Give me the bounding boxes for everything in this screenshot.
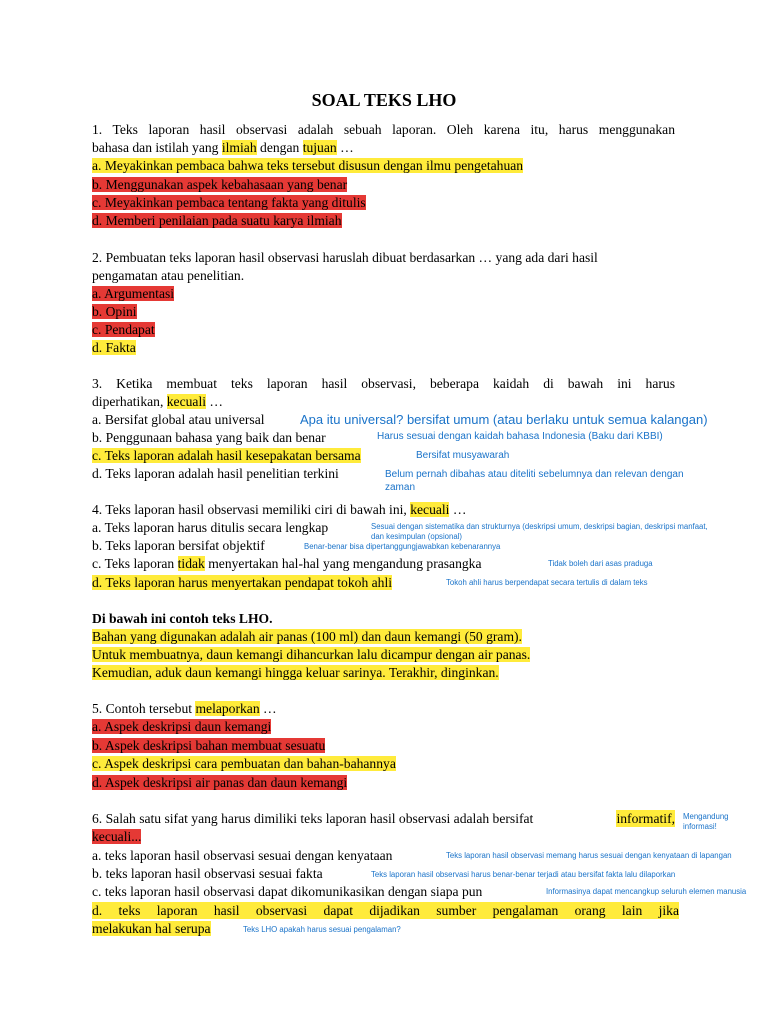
q2-option-a: a. Argumentasi bbox=[92, 286, 175, 301]
q1-option-b: b. Menggunakan aspek kebahasaan yang benar bbox=[92, 177, 348, 192]
q3-note-d-line1: Belum pernah dibahas atau diteliti sebelumnya dan relevan dengan bbox=[385, 469, 684, 480]
q1-ellipsis: … bbox=[340, 140, 354, 155]
page-title: SOAL TEKS LHO bbox=[311, 90, 457, 110]
q3-option-d: d. Teks laporan adalah hasil penelitian terkini bbox=[92, 466, 339, 481]
q4-stem-text: 4. Teks laporan hasil observasi memiliki ciri di bawah ini, bbox=[92, 502, 407, 517]
q6-option-c: c. teks laporan hasil observasi dapat dikomunikasikan dengan siapa pun bbox=[92, 884, 483, 899]
q3-stem-line2 bbox=[92, 393, 223, 410]
q3-stem-text: diperhatikan, bbox=[92, 394, 164, 409]
q5-option-b: b. Aspek deskripsi bahan membuat sesuatu bbox=[92, 738, 326, 753]
q1-stem-text-2: dengan bbox=[260, 140, 300, 155]
q1-highlight-ilmiah: ilmiah bbox=[221, 140, 257, 155]
q5-option-a: a. Aspek deskripsi daun kemangi bbox=[92, 719, 272, 734]
q5-option-c: c. Aspek deskripsi cara pembuatan dan bahan-bahannya bbox=[92, 756, 396, 771]
q6-stem-line2: kecuali... bbox=[92, 829, 142, 844]
q5-highlight-melaporkan: melaporkan bbox=[195, 701, 260, 716]
q5-stem-text: 5. Contoh tersebut bbox=[92, 701, 193, 716]
q4-stem bbox=[92, 501, 466, 518]
q6-side-note-line2: informasi! bbox=[683, 822, 717, 831]
q3-note-a: Apa itu universal? bersifat umum (atau berlaku untuk semua kalangan) bbox=[300, 412, 708, 427]
q4-note-a-line1: Sesuai dengan sistematika dan strukturnya (deskripsi umum, deskripsi bagian, deskripsi manfaat, bbox=[371, 522, 708, 531]
q2-option-c: c. Pendapat bbox=[92, 322, 155, 337]
q2-stem-line1: 2. Pembuatan teks laporan hasil observasi haruslah dibuat berdasarkan … yang ada dari hasil bbox=[92, 250, 598, 265]
q6-highlight-informatif: informatif, bbox=[616, 811, 675, 826]
q5-option-d: d. Aspek deskripsi air panas dan daun kemangi bbox=[92, 775, 348, 790]
q1-stem-text: bahasa dan istilah yang bbox=[92, 140, 219, 155]
q6-option-d-line1: d. teks laporan hasil observasi dapat dijadikan sumber pengalaman orang lain jika bbox=[92, 903, 679, 918]
q1-option-c: c. Meyakinkan pembaca tentang fakta yang ditulis bbox=[92, 195, 366, 210]
q5-stem bbox=[92, 700, 277, 717]
q1-highlight-tujuan: tujuan bbox=[302, 140, 337, 155]
example-heading: Di bawah ini contoh teks LHO. bbox=[92, 611, 273, 626]
q4-highlight-kecuali: kecuali bbox=[410, 502, 450, 517]
example-line-1: Bahan yang digunakan adalah air panas (100 ml) dan daun kemangi (50 gram). bbox=[92, 629, 522, 644]
q5-ellipsis: … bbox=[263, 701, 277, 716]
q6-note-c: Informasinya dapat mencangkup seluruh elemen manusia bbox=[546, 887, 747, 896]
q2-option-b: b. Opini bbox=[92, 304, 137, 319]
q4-note-d: Tokoh ahli harus berpendapat secara tertulis di dalam teks bbox=[446, 578, 648, 587]
q3-option-c: c. Teks laporan adalah hasil kesepakatan bersama bbox=[92, 448, 361, 463]
q3-stem-line1: 3. Ketika membuat teks laporan hasil observasi, beberapa kaidah di bawah ini harus bbox=[92, 376, 675, 391]
q4-note-b: Benar-benar bisa dipertanggungjawabkan kebenarannya bbox=[304, 542, 501, 551]
q3-option-a: a. Bersifat global atau universal bbox=[92, 412, 265, 427]
q6-option-a: a. teks laporan hasil observasi sesuai dengan kenyataan bbox=[92, 848, 393, 863]
q4-option-c-text: c. Teks laporan bbox=[92, 556, 175, 571]
q3-note-d-line2: zaman bbox=[385, 482, 416, 493]
q1-stem-line2 bbox=[92, 139, 354, 156]
example-line-3: Kemudian, aduk daun kemangi hingga keluar sarinya. Terakhir, dinginkan. bbox=[92, 665, 499, 680]
q4-option-c bbox=[92, 555, 482, 572]
q4-ellipsis: … bbox=[452, 502, 467, 517]
q4-option-c-text-2: menyertakan hal-hal yang mengandung prasangka bbox=[208, 556, 482, 571]
q1-option-d: d. Memberi penilaian pada suatu karya ilmiah bbox=[92, 213, 342, 228]
q2-stem-line2: pengamatan atau penelitian. bbox=[92, 268, 245, 283]
q3-highlight-kecuali: kecuali bbox=[166, 394, 206, 409]
q6-note-b: Teks laporan hasil observasi harus benar-benar terjadi atau bersifat fakta lalu dilaporkan bbox=[371, 870, 676, 879]
q6-option-d-line2: melakukan hal serupa bbox=[92, 921, 211, 936]
q4-option-a: a. Teks laporan harus ditulis secara lengkap bbox=[92, 520, 329, 535]
q6-stem-line1 bbox=[92, 810, 675, 827]
q6-side-note-line1: Mengandung bbox=[683, 812, 729, 821]
q3-option-b: b. Penggunaan bahasa yang baik dan benar bbox=[92, 430, 326, 445]
q6-stem-text: 6. Salah satu sifat yang harus dimiliki teks laporan hasil observasi adalah bersifat bbox=[92, 811, 534, 826]
q1-stem-line1: 1. Teks laporan hasil observasi adalah sebuah laporan. Oleh karena itu, harus menggunakan bbox=[92, 122, 675, 137]
q3-note-b: Harus sesuai dengan kaidah bahasa Indonesia (Baku dari KBBI) bbox=[377, 431, 663, 442]
q4-note-a-line2: dan kesimpulan (opsional) bbox=[371, 532, 463, 541]
q4-option-d: d. Teks laporan harus menyertakan pendapat tokoh ahli bbox=[92, 575, 393, 590]
q4-highlight-tidak: tidak bbox=[177, 556, 205, 571]
example-line-2: Untuk membuatnya, daun kemangi dihancurkan lalu dicampur dengan air panas. bbox=[92, 647, 531, 662]
q3-ellipsis: … bbox=[209, 394, 223, 409]
q6-note-d: Teks LHO apakah harus sesuai pengalaman? bbox=[243, 925, 401, 934]
q4-note-c: Tidak boleh dari asas praduga bbox=[548, 559, 653, 568]
q6-note-a: Teks laporan hasil observasi memang harus sesuai dengan kenyataan di lapangan bbox=[446, 851, 732, 860]
q4-option-b: b. Teks laporan bersifat objektif bbox=[92, 538, 265, 553]
q6-option-b: b. teks laporan hasil observasi sesuai fakta bbox=[92, 866, 323, 881]
q2-option-d: d. Fakta bbox=[92, 340, 136, 355]
q3-note-c: Bersifat musyawarah bbox=[416, 450, 510, 461]
q1-option-a: a. Meyakinkan pembaca bahwa teks tersebut disusun dengan ilmu pengetahuan bbox=[92, 158, 524, 173]
